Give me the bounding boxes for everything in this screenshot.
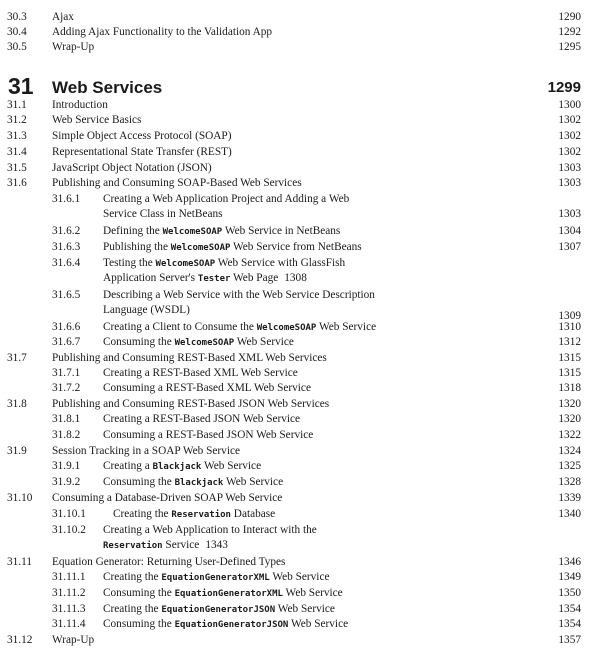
toc-entry: [0, 161, 600, 176]
page-number: 1302: [558, 130, 581, 142]
toc-subentry: [0, 256, 600, 271]
title-text: Creating a Client to Consume the: [103, 321, 257, 333]
code-identifier: Reservation: [103, 541, 163, 551]
section-title: JavaScript Object Notation (JSON): [52, 162, 212, 174]
section-number: 31.11.3: [52, 603, 86, 615]
code-identifier: WelcomeSOAP: [256, 323, 317, 333]
title-text: Service: [162, 539, 200, 551]
title-text: Creating the: [113, 508, 172, 520]
toc-subentry: [0, 617, 600, 632]
section-title: Equation Generator: Returning User-Defined Types: [52, 556, 286, 568]
code-identifier: EquationGeneratorJSON: [174, 620, 289, 630]
section-number: 31.3: [7, 130, 27, 142]
section-number: 31.6.5: [52, 289, 81, 301]
page-number: 1320: [558, 398, 581, 410]
toc-subentry: [0, 523, 600, 538]
section-title: Publishing and Consuming REST-Based XML Web Services: [52, 352, 327, 364]
title-text: Creating the: [103, 571, 162, 583]
section-title-continued: Service Class in NetBeans: [103, 208, 223, 220]
section-title: [103, 602, 335, 618]
section-number: 30.5: [7, 41, 27, 53]
section-title: Introduction: [52, 99, 108, 111]
title-text: Web Service: [269, 571, 330, 583]
page-number: 1354: [558, 618, 581, 630]
title-text: Defining the: [103, 225, 163, 237]
section-number: 31.1: [7, 99, 27, 111]
title-text: Web Service in NetBeans: [222, 225, 341, 237]
section-title: [103, 320, 376, 336]
title-text: Consuming the: [103, 476, 175, 488]
title-text: Application Server's: [103, 272, 198, 284]
section-title: [103, 586, 343, 602]
section-title: Creating a Web Application to Interact with the: [103, 524, 317, 536]
section-title: Describing a Web Service with the Web Service Description: [103, 289, 375, 301]
code-identifier: Tester: [197, 274, 231, 284]
section-title-continued: Language (WSDL): [103, 304, 190, 316]
page-number: 1304: [558, 225, 581, 237]
page-number: 1302: [558, 146, 581, 158]
code-identifier: Blackjack: [152, 462, 202, 472]
title-text: Web Service: [201, 460, 262, 472]
page-number: 1302: [558, 114, 581, 126]
section-title-continued: [103, 271, 307, 287]
section-title: Wrap-Up: [52, 41, 95, 53]
toc-subentry: [0, 475, 600, 490]
page-number: 1324: [558, 445, 581, 457]
toc-entry: [0, 397, 600, 412]
section-title: [103, 459, 261, 475]
toc-entry: [0, 98, 600, 113]
section-title: [103, 570, 329, 586]
page-number: 1315: [558, 352, 581, 364]
section-title: Creating a Web Application Project and Adding a Web: [103, 193, 350, 205]
section-title: Wrap-Up: [52, 634, 95, 646]
page-number: 1292: [558, 26, 581, 38]
section-title: [113, 507, 275, 523]
section-title: Publishing and Consuming SOAP-Based Web Services: [52, 177, 302, 189]
toc-subentry: [0, 240, 600, 255]
code-identifier: Blackjack: [174, 478, 224, 488]
section-number: 31.9.1: [52, 460, 81, 472]
page-number: 1325: [558, 460, 581, 472]
section-number: 31.6.1: [52, 193, 81, 205]
code-identifier: WelcomeSOAP: [174, 338, 235, 348]
page-number: 1312: [558, 336, 581, 348]
page-number: 1349: [558, 571, 581, 583]
section-number: 31.10.2: [52, 524, 86, 536]
toc-subentry-continued: [0, 538, 600, 553]
toc-entry: [0, 633, 600, 648]
toc-subentry-continued: [0, 303, 600, 322]
section-title: Adding Ajax Functionality to the Validation App: [52, 26, 273, 38]
toc-subentry: [0, 459, 600, 474]
title-text: Creating the: [103, 603, 162, 615]
page-number: 1303: [558, 177, 581, 189]
toc-entry: [0, 176, 600, 191]
toc-subentry: [0, 507, 600, 522]
section-number: 31.6: [7, 177, 27, 189]
code-identifier: EquationGeneratorJSON: [161, 605, 276, 615]
section-title: Web Service Basics: [52, 114, 142, 126]
page-number: 1357: [558, 634, 581, 646]
page-number: 1318: [558, 382, 581, 394]
section-number: 31.9.2: [52, 476, 81, 488]
code-identifier: EquationGeneratorXML: [161, 573, 270, 583]
title-text: Testing the: [103, 257, 156, 269]
section-number: 31.12: [7, 634, 33, 646]
section-number: 31.10: [7, 492, 33, 504]
section-title: Consuming a REST-Based JSON Web Service: [103, 429, 314, 441]
section-title: Session Tracking in a SOAP Web Service: [52, 445, 240, 457]
toc-subentry: [0, 412, 600, 427]
title-text: Web Service: [288, 618, 349, 630]
toc-entry: [0, 491, 600, 506]
title-text: Web Page: [230, 272, 279, 284]
page-number: 1303: [558, 208, 581, 220]
toc-entry: [0, 129, 600, 144]
page-number: 1343: [205, 539, 228, 551]
title-text: Consuming the: [103, 587, 175, 599]
page-number: 1295: [558, 41, 581, 53]
chapter-number: 31: [8, 73, 34, 99]
section-title: Ajax: [52, 11, 74, 23]
title-text: Web Service: [275, 603, 335, 615]
code-identifier: WelcomeSOAP: [155, 259, 216, 269]
section-number: 31.11: [7, 556, 32, 568]
toc-subentry: [0, 192, 600, 207]
section-number: 31.6.2: [52, 225, 81, 237]
toc-subentry: [0, 366, 600, 381]
section-number: 31.5: [7, 162, 27, 174]
toc-subentry: [0, 381, 600, 396]
toc-subentry: [0, 428, 600, 443]
section-number: 31.7.2: [52, 382, 81, 394]
page-number: 1354: [558, 603, 581, 615]
section-number: 31.6.7: [52, 336, 81, 348]
title-text: Web Service with GlassFish: [215, 257, 346, 269]
section-title: Consuming a REST-Based XML Web Service: [103, 382, 311, 394]
code-identifier: EquationGeneratorXML: [174, 589, 283, 599]
code-identifier: WelcomeSOAP: [170, 243, 231, 253]
section-number: 30.3: [7, 11, 27, 23]
toc-subentry-continued: [0, 271, 600, 286]
page-number: 1350: [558, 587, 581, 599]
toc-subentry: [0, 335, 600, 350]
page-number: 1320: [558, 413, 581, 425]
toc-subentry-continued: [0, 207, 600, 222]
page-number: 1303: [558, 162, 581, 174]
section-number: 31.9: [7, 445, 27, 457]
toc-subentry: [0, 320, 600, 335]
section-title: Creating a REST-Based JSON Web Service: [103, 413, 301, 425]
toc-entry: [0, 145, 600, 160]
section-number: 31.6.6: [52, 321, 81, 333]
page-number: 1300: [558, 99, 581, 111]
title-text: Web Service: [316, 321, 377, 333]
chapter-heading: [0, 71, 600, 101]
title-text: Consuming the: [103, 618, 175, 630]
section-title: Creating a REST-Based XML Web Service: [103, 367, 298, 379]
toc-entry: [0, 113, 600, 128]
chapter-page: 1299: [547, 79, 581, 96]
page-number: 1309: [558, 310, 581, 322]
section-title: Consuming a Database-Driven SOAP Web Service: [52, 492, 283, 504]
section-number: 31.8: [7, 398, 27, 410]
section-title: Publishing and Consuming REST-Based JSON Web Services: [52, 398, 330, 410]
title-text: Web Service: [282, 587, 343, 599]
section-title: [103, 475, 283, 491]
title-text: Web Service: [234, 336, 294, 348]
code-identifier: WelcomeSOAP: [162, 227, 223, 237]
section-title: [103, 617, 348, 633]
page-number: 1339: [558, 492, 581, 504]
toc-subentry: [0, 602, 600, 617]
code-identifier: Reservation: [171, 510, 231, 520]
section-number: 31.10.1: [52, 508, 86, 520]
section-title-continued: [103, 538, 228, 554]
title-text: Consuming the: [103, 336, 175, 348]
section-number: 31.11.4: [52, 618, 86, 630]
section-number: 31.8.1: [52, 413, 81, 425]
page-number: 1308: [284, 272, 307, 284]
page-number: 1340: [558, 508, 581, 520]
section-number: 31.7: [7, 352, 27, 364]
section-number: 31.8.2: [52, 429, 81, 441]
toc-subentry: [0, 224, 600, 239]
page-number: 1310: [558, 321, 581, 333]
section-number: 31.6.3: [52, 241, 81, 253]
section-number: 31.7.1: [52, 367, 81, 379]
page-number: 1315: [558, 367, 581, 379]
toc-entry: [0, 25, 600, 40]
section-number: 31.4: [7, 146, 27, 158]
toc-entry: [0, 351, 600, 366]
page-number: 1322: [558, 429, 581, 441]
section-number: 31.11.1: [52, 571, 86, 583]
section-number: 30.4: [7, 26, 27, 38]
page-number: 1307: [558, 241, 581, 253]
section-title: [103, 224, 340, 240]
chapter-title: Web Services: [52, 78, 163, 97]
toc-subentry: [0, 570, 600, 585]
title-text: Creating a: [103, 460, 153, 472]
title-text: Publishing the: [103, 241, 171, 253]
section-title: [103, 256, 345, 272]
section-title: [103, 240, 362, 256]
toc-entry: [0, 444, 600, 459]
page-number: 1290: [558, 11, 581, 23]
title-text: Web Service: [223, 476, 284, 488]
toc-entry: [0, 40, 600, 55]
page-number: 1346: [558, 556, 581, 568]
section-number: 31.11.2: [52, 587, 86, 599]
section-title: [103, 335, 294, 351]
toc-subentry: [0, 288, 600, 303]
toc-entry: [0, 10, 600, 25]
toc-subentry: [0, 586, 600, 601]
section-number: 31.6.4: [52, 257, 81, 269]
section-title: Simple Object Access Protocol (SOAP): [52, 130, 232, 142]
toc-entry: [0, 555, 600, 570]
title-text: Database: [230, 508, 276, 520]
title-text: Web Service from NetBeans: [230, 241, 362, 253]
section-title: Representational State Transfer (REST): [52, 146, 232, 158]
page-number: 1328: [558, 476, 581, 488]
section-number: 31.2: [7, 114, 27, 126]
